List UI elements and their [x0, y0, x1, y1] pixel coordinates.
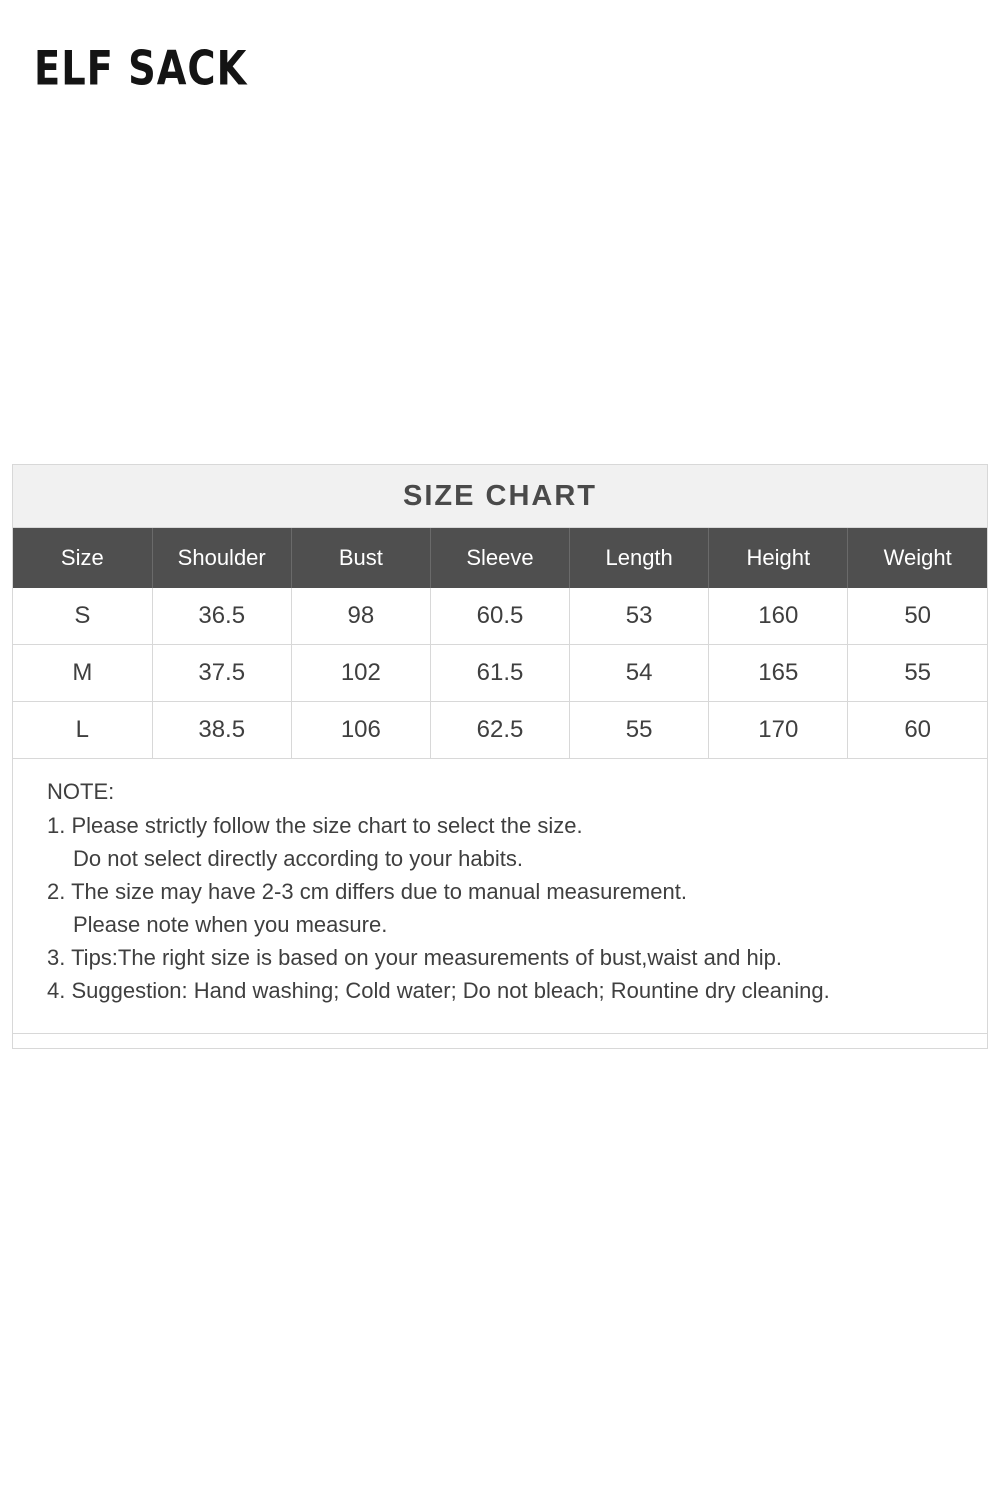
cell-shoulder: 38.5	[152, 702, 291, 759]
note-section	[13, 759, 987, 1033]
brand-logo	[34, 38, 248, 100]
note-line-3: 3. Tips:The right size is based on your measurements of bust,waist and hip.	[47, 945, 782, 970]
size-chart-panel	[12, 464, 988, 1049]
note-line-1b: Do not select directly according to your habits.	[73, 846, 524, 871]
cell-size: S	[13, 588, 152, 645]
cell-height: 170	[709, 702, 848, 759]
cell-size: L	[13, 702, 152, 759]
cell-height: 165	[709, 645, 848, 702]
cell-sleeve: 60.5	[430, 588, 569, 645]
cell-weight: 50	[848, 588, 987, 645]
note-line-2: 2. The size may have 2-3 cm differs due to manual measurement.	[47, 879, 687, 904]
cell-bust: 102	[291, 645, 430, 702]
cell-length: 53	[570, 588, 709, 645]
size-chart-table	[13, 528, 987, 759]
note-heading: NOTE:	[47, 779, 115, 804]
cell-bust: 106	[291, 702, 430, 759]
column-header-sleeve: Sleeve	[430, 528, 569, 588]
column-header-weight: Weight	[848, 528, 987, 588]
cell-length: 54	[570, 645, 709, 702]
cell-shoulder: 36.5	[152, 588, 291, 645]
table-row	[13, 645, 987, 702]
column-header-shoulder: Shoulder	[152, 528, 291, 588]
size-chart-title-bar	[13, 465, 987, 528]
cell-size: M	[13, 645, 152, 702]
cell-bust: 98	[291, 588, 430, 645]
note-line-2b: Please note when you measure.	[73, 912, 388, 937]
cell-weight: 60	[848, 702, 987, 759]
table-header-row	[13, 528, 987, 588]
column-header-bust: Bust	[291, 528, 430, 588]
page-title: SIZE CHART	[403, 479, 597, 512]
column-header-length: Length	[570, 528, 709, 588]
table-row	[13, 588, 987, 645]
cell-height: 160	[709, 588, 848, 645]
cell-sleeve: 62.5	[430, 702, 569, 759]
brand-logo-text: ELF SACK	[34, 41, 248, 97]
column-header-height: Height	[709, 528, 848, 588]
note-line-4: 4. Suggestion: Hand washing; Cold water; Do not bleach; Rountine dry cleaning.	[47, 978, 830, 1003]
note-line-1: 1. Please strictly follow the size chart to select the size.	[47, 813, 583, 838]
column-header-size: Size	[13, 528, 152, 588]
cell-length: 55	[570, 702, 709, 759]
cell-sleeve: 61.5	[430, 645, 569, 702]
cell-shoulder: 37.5	[152, 645, 291, 702]
panel-bottom-strip	[13, 1033, 987, 1048]
table-row	[13, 702, 987, 759]
cell-weight: 55	[848, 645, 987, 702]
